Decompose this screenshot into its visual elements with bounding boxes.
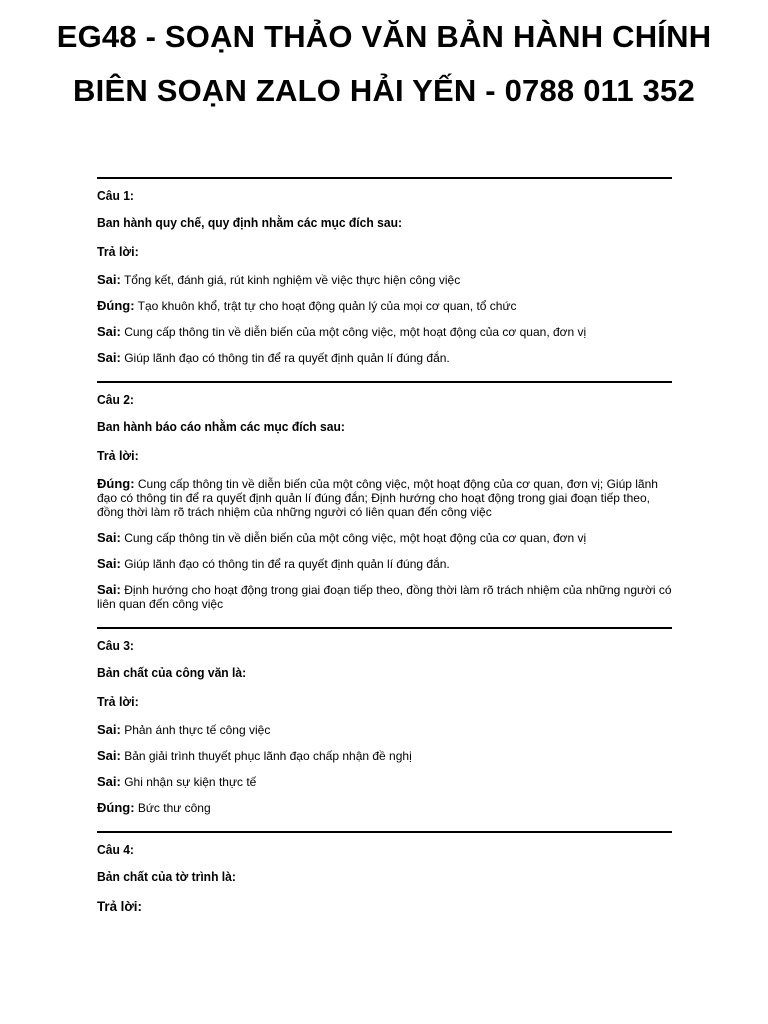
option-text: Tạo khuôn khổ, trật tự cho hoạt động quản lý của mọi cơ quan, tổ chức (137, 299, 517, 313)
option-text: Cung cấp thông tin về diễn biến của một công việc, một hoạt động của cơ quan, đơn vị (124, 531, 587, 545)
answer-label: Trả lời: (97, 244, 139, 259)
title-line-2: BIÊN SOẠN ZALO HẢI YẾN - 0788 011 352 (73, 73, 695, 108)
option-verdict: Sai: (97, 722, 121, 737)
title-line-1: EG48 - SOẠN THẢO VĂN BẢN HÀNH CHÍNH (56, 19, 712, 54)
option-text: Giúp lãnh đạo có thông tin để ra quyết định quản lí đúng đắn. (124, 557, 450, 571)
option-verdict: Sai: (97, 556, 121, 571)
option-verdict: Sai: (97, 350, 121, 365)
answer-option (97, 775, 672, 789)
answer-label: Trả lời: (97, 448, 139, 463)
answer-option (97, 351, 672, 365)
answer-option (97, 325, 672, 339)
answer-option (97, 299, 672, 313)
option-verdict: Sai: (97, 272, 121, 287)
answer-option (97, 801, 672, 815)
question-number: Câu 2: (97, 392, 134, 407)
question-text: Ban hành quy chế, quy định nhằm các mục đích sau: (97, 215, 402, 230)
option-text: Phản ánh thực tế công việc (124, 723, 271, 737)
option-verdict: Sai: (97, 582, 121, 597)
question-list (97, 177, 672, 931)
question-2 (97, 381, 672, 627)
answer-option (97, 531, 672, 545)
option-verdict: Sai: (97, 774, 121, 789)
option-verdict: Sai: (97, 530, 121, 545)
question-number: Câu 1: (97, 188, 134, 203)
document-title (0, 10, 768, 118)
option-text: Cung cấp thông tin về diễn biến của một công việc, một hoạt động của cơ quan, đơn vị; Giúp lãnh đạo có thông tin để ra quyết định quản lí đúng đắn; Định hướng cho hoạt động trong giai đoạn tiếp theo, đồng thời làm rõ trách nhiệm của những người có liên quan đến công việc (97, 477, 658, 519)
question-1 (97, 177, 672, 381)
answer-option (97, 749, 672, 763)
question-number: Câu 3: (97, 638, 134, 653)
option-verdict: Sai: (97, 324, 121, 339)
answer-label: Trả lời: (97, 694, 139, 709)
question-text: Ban hành báo cáo nhằm các mục đích sau: (97, 419, 345, 434)
answer-option (97, 477, 672, 519)
answer-option (97, 583, 672, 611)
option-text: Tổng kết, đánh giá, rút kinh nghiệm về việc thực hiện công việc (123, 273, 461, 287)
answer-option (97, 723, 672, 737)
option-text: Định hướng cho hoạt động trong giai đoạn tiếp theo, đồng thời làm rõ trách nhiệm của những người có liên quan đến công việc (97, 583, 672, 611)
question-3 (97, 627, 672, 831)
option-verdict: Đúng: (97, 800, 135, 815)
question-4 (97, 831, 672, 931)
option-text: Giúp lãnh đạo có thông tin để ra quyết định quản lí đúng đắn. (124, 351, 450, 365)
question-number: Câu 4: (97, 842, 134, 857)
option-text: Ghi nhận sự kiện thực tế (124, 775, 257, 789)
option-text: Cung cấp thông tin về diễn biến của một công việc, một hoạt động của cơ quan, đơn vị (124, 325, 587, 339)
answer-option (97, 273, 672, 287)
option-text: Bản giải trình thuyết phục lãnh đạo chấp nhận đề nghị (124, 749, 412, 763)
question-text: Bản chất của công văn là: (97, 665, 247, 680)
question-text: Bản chất của tờ trình là: (97, 869, 236, 884)
answer-label: Trả lời: (97, 898, 142, 914)
option-text: Bức thư công (137, 801, 211, 815)
answer-option (97, 557, 672, 571)
option-verdict: Đúng: (97, 476, 135, 491)
option-verdict: Đúng: (97, 298, 135, 313)
option-verdict: Sai: (97, 748, 121, 763)
